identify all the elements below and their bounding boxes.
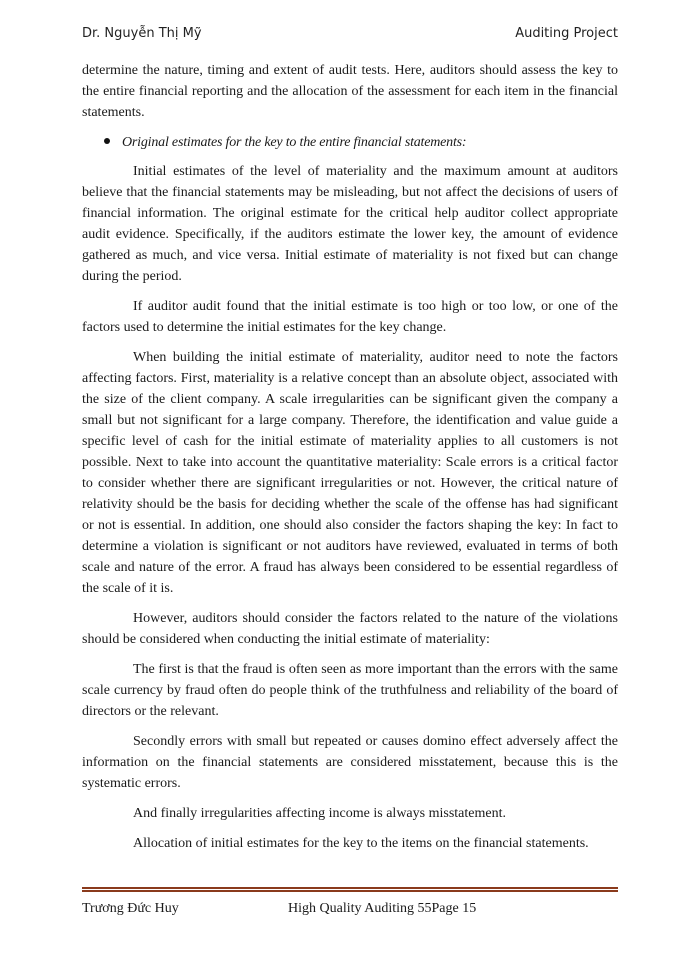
- paragraph: Allocation of initial estimates for the key to the items on the financial statements.: [133, 836, 589, 851]
- footer-divider: [82, 887, 618, 892]
- bullet-heading: Original estimates for the key to the entire financial statements:: [122, 135, 467, 150]
- paragraph: If auditor audit found that the initial estimate is too high or too low, or one of the factors used to determine the initial estimates for the key change.: [82, 299, 618, 335]
- header-author: Dr. Nguyễn Thị Mỹ: [82, 26, 202, 41]
- footer-name: Trương Đức Huy: [82, 901, 179, 916]
- paragraph: Initial estimates of the level of materiality and the maximum amount at auditors believe that the financial statements may be misleading, but not affect the decisions of users of financial information. The original estimate for the critical help auditor collect appropriate audit evidence. Specifically, if the auditors estimate the lower key, the amount of evidence gathered as much, and vice versa. Initial estimate of materiality is not fixed but can change during the period.: [82, 164, 618, 284]
- paragraph: The first is that the fraud is often seen as more important than the errors with the same scale currency by fraud often do people think of the truthfulness and reliability of the board of directors or the relevant.: [82, 662, 618, 719]
- document-body: [82, 60, 618, 863]
- header-project: Auditing Project: [515, 26, 618, 41]
- paragraph: When building the initial estimate of materiality, auditor need to note the factors affecting factors. First, materiality is a relative concept than an absolute object, associated with the size of the client company. A scale irregularities can be significant given the company a small but not significant for a large company. Therefore, the identification and value guide a specific level of cash for the initial estimate of materiality applies to all customers is not possible. Next to take into account the quantitative materiality: Scale errors is a critical factor to consider whether there are significant irregularities or not. However, the critical nature of relativity should be the basis for deciding whether the scale of the offense has had significant or not is essential. In addition, one should also consider the factors shaping the key: In fact to determine a violation is significant or not auditors have reviewed, evaluated in terms of both scale and nature of the error. A fraud has always been considered to be essential regardless of the scale of it is.: [82, 350, 618, 596]
- paragraph: However, auditors should consider the factors related to the nature of the violations should be considered when conducting the initial estimate of materiality:: [82, 611, 618, 647]
- paragraph: determine the nature, timing and extent of audit tests. Here, auditors should assess the key to the entire financial reporting and the allocation of the assessment for each item in the financial statements.: [82, 63, 618, 120]
- page-header: [82, 26, 618, 41]
- page-footer: [82, 901, 618, 917]
- footer-page-info: High Quality Auditing 55Page 15: [288, 901, 477, 916]
- bullet-item: [82, 132, 618, 153]
- paragraph: Secondly errors with small but repeated or causes domino effect adversely affect the information on the financial statements are considered misstatement, because this is the systematic errors.: [82, 734, 618, 791]
- paragraph: And finally irregularities affecting income is always misstatement.: [133, 806, 506, 821]
- bullet-icon: [104, 138, 110, 144]
